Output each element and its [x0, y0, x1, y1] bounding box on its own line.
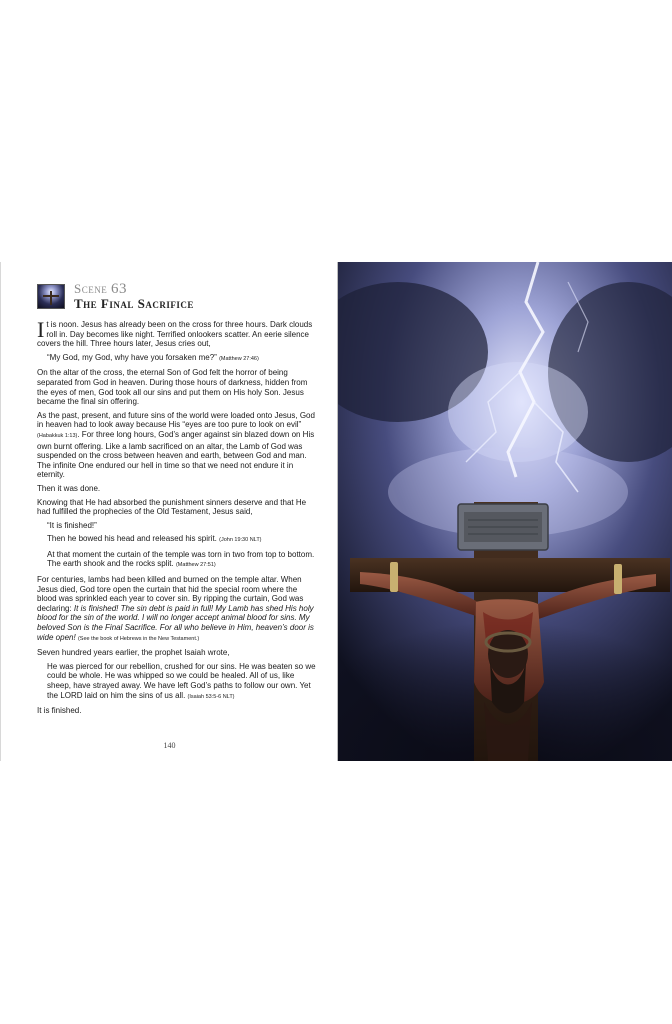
- rope-left: [390, 562, 398, 592]
- illustration-page: [338, 262, 672, 761]
- quote-isaiah: He was pierced for our rebellion, crushed for our sins. He was beaten so we could be whole. He was whipped so we could be healed. All of us, like sheep, have strayed away. We have left God’s paths to follow our own. Yet the LORD laid on him the sins of us all. (Isaiah 53:5-6 NLT): [47, 661, 316, 700]
- head: [488, 630, 528, 678]
- scripture-ref: (See the book of Hebrews in the New Testament.): [77, 635, 200, 642]
- paragraph-5: Knowing that He had absorbed the punishment sinners deserve and that He had fulfilled the prophecies of the Old Testament, Jesus said,: [37, 497, 307, 517]
- paragraph-8: It is finished.: [37, 706, 82, 716]
- quote-it-is-finished: “It is finished!”: [47, 520, 97, 530]
- scene-thumbnail-icon: [37, 284, 65, 309]
- scripture-ref: (Matthew 27:51): [175, 562, 216, 569]
- paragraph-4: Then it was done.: [37, 483, 101, 493]
- scripture-ref: (Habakkuk 1:13): [37, 432, 78, 439]
- scene-title: The Final Sacrifice: [74, 296, 194, 311]
- book-spread: [0, 262, 672, 761]
- scripture-ref: (Isaiah 53:5-6 NLT): [187, 693, 235, 700]
- paragraph-3: As the past, present, and future sins of the world were loaded onto Jesus, God in heaven had to look away because His “eyes are too pure to look on evil” (Habakkuk 1:13). For three long hours, God’s anger against sin blazed down on His own burnt offering. Like a lamb sacrificed on an altar, the Lamb of God was suspended on the cross between heaven and earth, between God and man. The infinite One endured our hell in time so that we need not endure it in eternity.: [37, 410, 315, 480]
- scripture-ref: (Matthew 27:46): [219, 355, 259, 362]
- quote-john: Then he bowed his head and released his spirit. (John 19:30 NLT): [47, 534, 262, 544]
- bright-cloud: [448, 362, 588, 462]
- paragraph-7: Seven hundred years earlier, the prophet Isaiah wrote,: [37, 648, 230, 658]
- paragraph-6: For centuries, lambs had been killed and burned on the temple altar. When Jesus died, God tore open the curtain that hid the special room where the blood was sprinkled each year to cover sin. By ripping the curtain, God was declaring: It is finished! The sin debt is paid in full! My Lamb has shed His holy blood for the sin of the world. I will no longer accept animal blood for sins. My beloved Son is the Final Sacrifice. For all who believe in Him, heaven’s door is wide open! (See the book of Hebrews in the New Testament.): [37, 575, 314, 642]
- rope-right: [614, 564, 622, 594]
- scripture-ref: (John 19:30 NLT): [219, 537, 262, 544]
- page-number: 140: [163, 741, 176, 750]
- body-text: [37, 317, 317, 720]
- scene-number-label: Scene 63: [74, 281, 127, 297]
- scene-number: 63: [110, 281, 127, 297]
- drop-cap: I: [37, 317, 45, 342]
- quote-matthew: At that moment the curtain of the temple was torn in two from top to bottom. The earth shook and the rocks split. (Matthew 27:51): [47, 549, 315, 569]
- paragraph-2: On the altar of the cross, the eternal Son of God felt the horror of being separated from God in heaven. During those hours of darkness, hidden from the eyes of men, God took all our sins and put them on His holy Son. Jesus became the final sin offering.: [37, 368, 308, 407]
- paragraph-1: It is noon. Jesus has already been on the cross for three hours. Dark clouds roll in. Day becomes like night. Terrified onlookers scatter. An eerie silence covers the hill. Three hours later, Jesus cries out,: [37, 317, 313, 349]
- crucifixion-illustration: [338, 262, 672, 761]
- quote-my-god: “My God, my God, why have you forsaken me?” (Matthew 27:46): [47, 352, 259, 362]
- left-page: [0, 262, 338, 761]
